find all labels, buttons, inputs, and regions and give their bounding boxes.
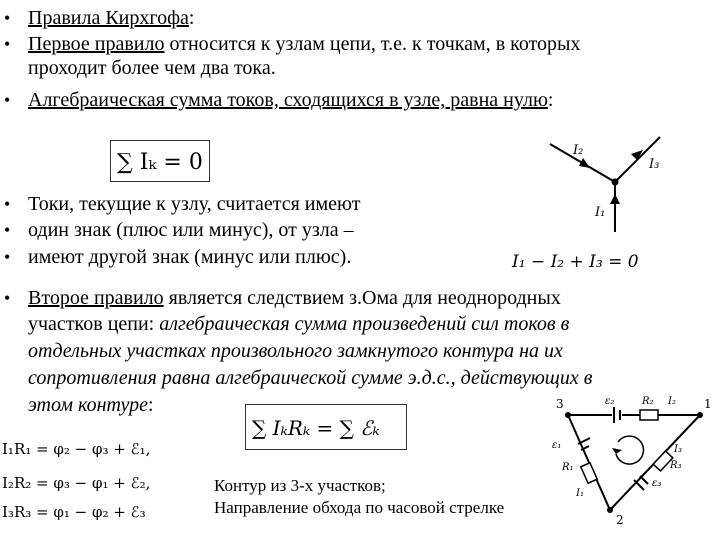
loop-equation-1: I₁R₁ = φ₂ − φ₃ + ℰ₁, xyxy=(2,440,151,458)
node-2-point xyxy=(607,507,613,513)
node-3-point xyxy=(565,412,571,418)
bullet-marker: • xyxy=(4,8,11,28)
loop-sum-formula xyxy=(245,404,407,450)
label-e2: ε₂ xyxy=(605,396,615,407)
resistor-r1-icon xyxy=(581,463,597,484)
bullet-marker: • xyxy=(4,288,11,308)
caption-contour: Контур из 3-х участков; xyxy=(214,476,386,495)
label-i3: I₃ xyxy=(649,157,660,172)
arrow-i1-icon xyxy=(610,194,620,204)
node-sum-rule: Алгебраическая сумма токов, сходящихся в узле, равна нулю xyxy=(28,89,548,111)
label-e3: ε₃ xyxy=(652,478,662,489)
node-label-2: 2 xyxy=(616,513,624,527)
label-i1: I₁ xyxy=(595,205,606,220)
label-i3: I₃ xyxy=(674,444,682,455)
label-r3: R₃ xyxy=(670,460,682,471)
node-sum-formula xyxy=(110,140,210,182)
node-label-3: 3 xyxy=(556,397,564,411)
loop-sum-formula-graphic xyxy=(246,405,406,449)
bullet-marker: • xyxy=(4,90,11,110)
label-i1: I₁ xyxy=(576,488,584,499)
node-diagram xyxy=(545,132,675,237)
first-rule-link: Первое правило xyxy=(28,33,165,55)
node-sum-formula-graphic xyxy=(111,141,209,181)
node-sum-formula-text: ∑ Iₖ = 0 xyxy=(117,150,203,175)
second-rule-link: Второе правило xyxy=(28,287,164,309)
caption-direction: Направление обхода по часовой стрелке xyxy=(214,498,505,517)
loop-diagram xyxy=(540,390,718,530)
loop-equation-3: I₃R₃ = φ₁ − φ₂ + ℰ₃ xyxy=(2,503,146,521)
bullet-marker: • xyxy=(4,194,11,214)
kirchhoff-rules-heading: Правила Кирхгофа xyxy=(28,7,189,29)
label-i2: I₂ xyxy=(668,396,676,407)
loop-equation-2: I₂R₂ = φ₃ − φ₁ + ℰ₂, xyxy=(2,474,151,492)
label-i2: I₂ xyxy=(573,143,584,158)
arrow-i2-icon xyxy=(579,158,590,168)
battery-e3-icon xyxy=(634,480,644,490)
bullet-marker: • xyxy=(4,34,11,54)
node-label-1: 1 xyxy=(704,397,712,411)
label-r2: R₂ xyxy=(642,396,654,407)
node-point xyxy=(612,179,619,186)
label-e1: ε₁ xyxy=(552,440,562,451)
bullet-marker: • xyxy=(4,220,11,240)
node-example-equation: I₁ − I₂ + I₃ = 0 xyxy=(512,252,639,272)
bullet-marker: • xyxy=(4,247,11,267)
node-1-point xyxy=(697,412,703,418)
loop-sum-formula-text: ∑ IₖRₖ = ∑ ℰₖ xyxy=(252,416,380,440)
resistor-r2-icon xyxy=(640,410,658,420)
label-r1: R₁ xyxy=(562,462,574,473)
